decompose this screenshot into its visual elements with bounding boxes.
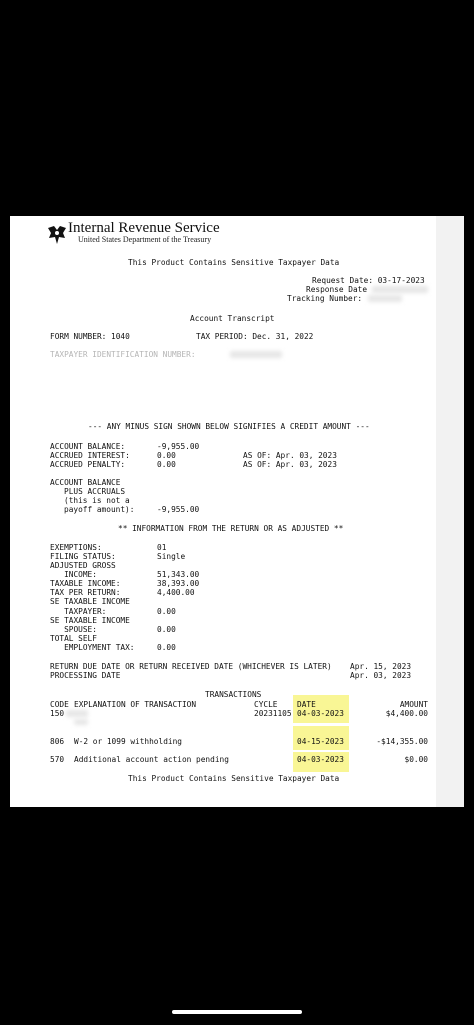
col-cycle: CYCLE [254, 700, 278, 709]
tax-period: TAX PERIOD: Dec. 31, 2022 [196, 332, 314, 341]
form-number: FORM NUMBER: 1040 [50, 332, 130, 341]
tracking-number-label: Tracking Number: [287, 294, 363, 303]
row-806-explanation: W-2 or 1099 withholding [74, 737, 182, 746]
se-spouse-value: 0.00 [157, 625, 176, 634]
transcript-page [10, 216, 436, 807]
agency-title: Internal Revenue Service [68, 220, 220, 236]
redacted-taxpayer-id [230, 351, 282, 358]
accruals-line1: ACCOUNT BALANCE [50, 478, 121, 487]
transactions-heading: TRANSACTIONS [205, 690, 262, 699]
credit-amount-notice: --- ANY MINUS SIGN SHOWN BELOW SIGNIFIES A CREDIT AMOUNT --- [88, 422, 370, 431]
row-570-explanation: Additional account action pending [74, 755, 229, 764]
row-570-date: 04-03-2023 [297, 755, 344, 764]
due-date-value: Apr. 15, 2023 [350, 662, 412, 671]
exemptions-label: EXEMPTIONS: [50, 543, 102, 552]
total-self-label: TOTAL SELF [50, 634, 97, 643]
accruals-line2: PLUS ACCRUALS [64, 487, 126, 496]
penalty-asof: AS OF: Apr. 03, 2023 [243, 460, 337, 469]
return-info-heading: ** INFORMATION FROM THE RETURN OR AS ADJUSTED ** [118, 524, 344, 533]
tax-per-return-value: 4,400.00 [157, 588, 195, 597]
penalty-label: ACCRUED PENALTY: [50, 460, 126, 469]
processing-date-label: PROCESSING DATE [50, 671, 121, 680]
tax-per-return-label: TAX PER RETURN: [50, 588, 121, 597]
se-taxpayer-value: 0.00 [157, 607, 176, 616]
penalty-value: 0.00 [157, 460, 176, 469]
employment-tax-value: 0.00 [157, 643, 176, 652]
redacted-row-150-text-2 [74, 719, 88, 725]
redacted-row-150-text [66, 710, 88, 717]
accruals-line3: (this is not a [64, 496, 130, 505]
row-806-amount: -$14,355.00 [376, 737, 428, 746]
se-income-label: SE TAXABLE INCOME [50, 597, 130, 606]
row-150-amount: $4,400.00 [385, 709, 428, 718]
se-spouse-label: SPOUSE: [50, 625, 97, 634]
col-explanation: EXPLANATION OF TRANSACTION [74, 700, 197, 709]
processing-date-value: Apr. 03, 2023 [350, 671, 412, 680]
filing-status-label: FILING STATUS: [50, 552, 116, 561]
taxable-income-label: TAXABLE INCOME: [50, 579, 121, 588]
redacted-response-date [372, 286, 428, 293]
row-570-amount: $0.00 [404, 755, 428, 764]
page-edge-shadow [436, 216, 464, 807]
col-date: DATE [297, 700, 316, 709]
agency-subtitle: United States Department of the Treasury [78, 235, 212, 244]
document-title: Account Transcript [190, 314, 275, 323]
row-806-date: 04-15-2023 [297, 737, 344, 746]
col-code: CODE [50, 700, 69, 709]
taxpayer-id-label: TAXPAYER IDENTIFICATION NUMBER: [50, 350, 196, 359]
response-date-label: Response Date [306, 285, 368, 294]
interest-value: 0.00 [157, 451, 176, 460]
interest-label: ACCRUED INTEREST: [50, 451, 130, 460]
interest-asof: AS OF: Apr. 03, 2023 [243, 451, 337, 460]
se-taxpayer-label: TAXPAYER: [50, 607, 107, 616]
employment-tax-label: EMPLOYMENT TAX: [50, 643, 135, 652]
row-570-code: 570 [50, 755, 65, 764]
accruals-line4: payoff amount): [64, 505, 135, 514]
due-date-label: RETURN DUE DATE OR RETURN RECEIVED DATE (WHICHEVER IS LATER) [50, 662, 332, 671]
row-150-code: 150 [50, 709, 65, 718]
row-150-cycle: 20231105 [254, 709, 292, 718]
col-amount: AMOUNT [399, 700, 428, 709]
agi-income-label: INCOME: [50, 570, 97, 579]
agi-value: 51,343.00 [157, 570, 200, 579]
sensitive-notice-top: This Product Contains Sensitive Taxpayer Data [128, 258, 340, 267]
request-date: Request Date: 03-17-2023 [312, 276, 425, 285]
irs-eagle-logo-icon [46, 224, 68, 246]
balance-value: -9,955.00 [157, 442, 200, 451]
redacted-tracking-number [368, 295, 402, 302]
row-150-date: 04-03-2023 [297, 709, 344, 718]
agi-label: ADJUSTED GROSS [50, 561, 116, 570]
exemptions-value: 01 [157, 543, 167, 552]
accruals-value: -9,955.00 [157, 505, 200, 514]
balance-label: ACCOUNT BALANCE: [50, 442, 126, 451]
se-income-spouse-heading: SE TAXABLE INCOME [50, 616, 130, 625]
taxable-income-value: 38,393.00 [157, 579, 200, 588]
row-806-code: 806 [50, 737, 65, 746]
home-indicator[interactable] [172, 1010, 302, 1014]
filing-status-value: Single [157, 552, 186, 561]
sensitive-notice-bottom: This Product Contains Sensitive Taxpayer Data [128, 774, 340, 783]
